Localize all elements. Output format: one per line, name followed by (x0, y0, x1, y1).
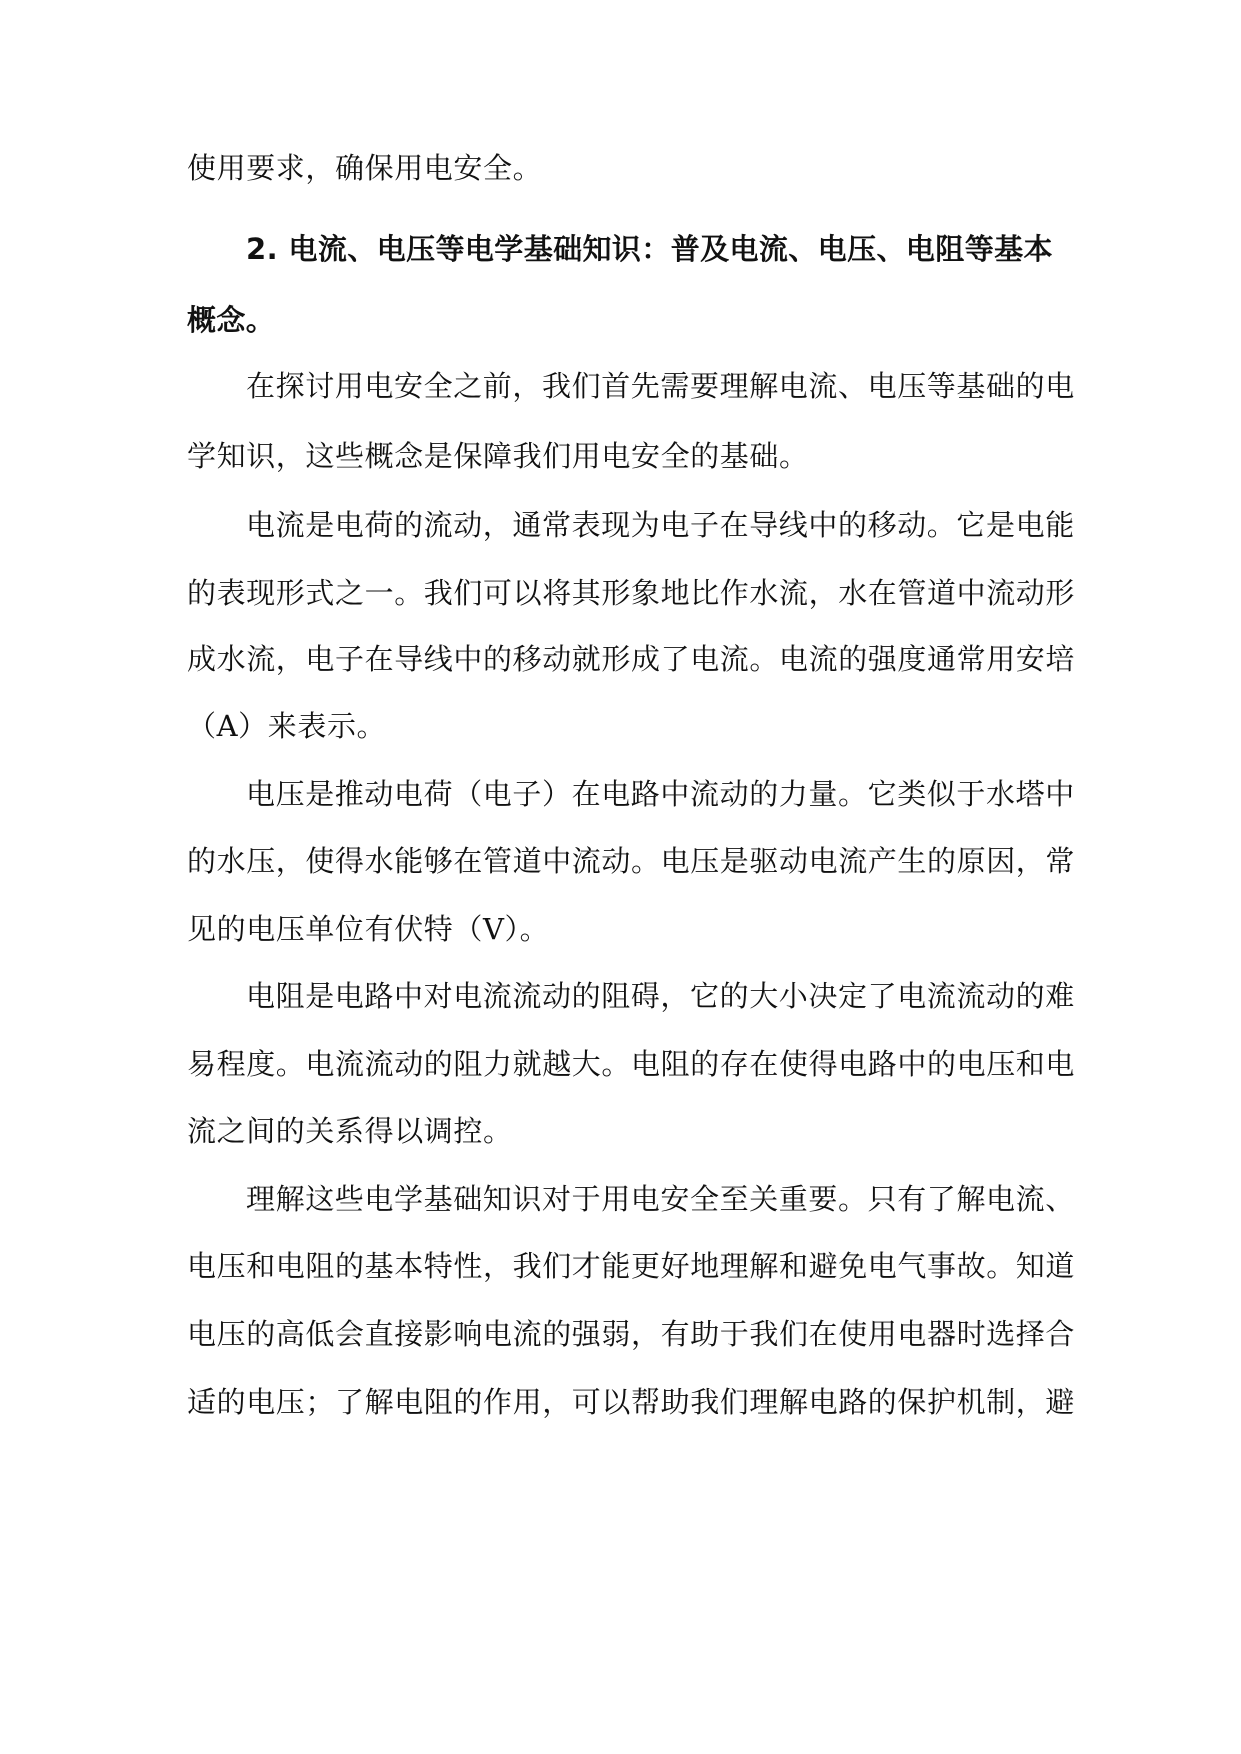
paragraph-line: 的水压，使得水能够在管道中流动。电压是驱动电流产生的原因，常 (187, 844, 1076, 878)
paragraph-line: 易程度。电流流动的阻力就越大。电阻的存在使得电路中的电压和电 (187, 1047, 1076, 1081)
paragraph-line: 电流是电荷的流动，通常表现为电子在导线中的移动。它是电能 (246, 508, 1075, 542)
paragraph-line: 适的电压；了解电阻的作用，可以帮助我们理解电路的保护机制，避 (187, 1385, 1076, 1419)
paragraph-line: 的表现形式之一。我们可以将其形象地比作水流，水在管道中流动形 (187, 576, 1076, 610)
paragraph-line: 理解这些电学基础知识对于用电安全至关重要。只有了解电流、 (246, 1182, 1075, 1216)
paragraph-line: 流之间的关系得以调控。 (187, 1114, 513, 1148)
paragraph-line: 电压和电阻的基本特性，我们才能更好地理解和避免电气事故。知道 (187, 1249, 1076, 1283)
paragraph-line: 电压的高低会直接影响电流的强弱，有助于我们在使用电器时选择合 (187, 1317, 1076, 1351)
paragraph-line: 见的电压单位有伏特（V）。 (187, 912, 550, 946)
section-heading-line: 2. 电流、电压等电学基础知识：普及电流、电压、电阻等基本 (246, 232, 1053, 266)
paragraph-line: 在探讨用电安全之前，我们首先需要理解电流、电压等基础的电 (246, 369, 1075, 403)
text-line: 使用要求，确保用电安全。 (187, 151, 543, 185)
paragraph-line: 电压是推动电荷（电子）在电路中流动的力量。它类似于水塔中 (246, 777, 1075, 811)
paragraph-line: 学知识，这些概念是保障我们用电安全的基础。 (187, 439, 809, 473)
paragraph-line: 成水流，电子在导线中的移动就形成了电流。电流的强度通常用安培 (187, 642, 1076, 676)
section-heading-line: 概念。 (187, 303, 276, 337)
paragraph-line: 电阻是电路中对电流流动的阻碍，它的大小决定了电流流动的难 (246, 979, 1075, 1013)
paragraph-line: （A）来表示。 (187, 709, 387, 743)
